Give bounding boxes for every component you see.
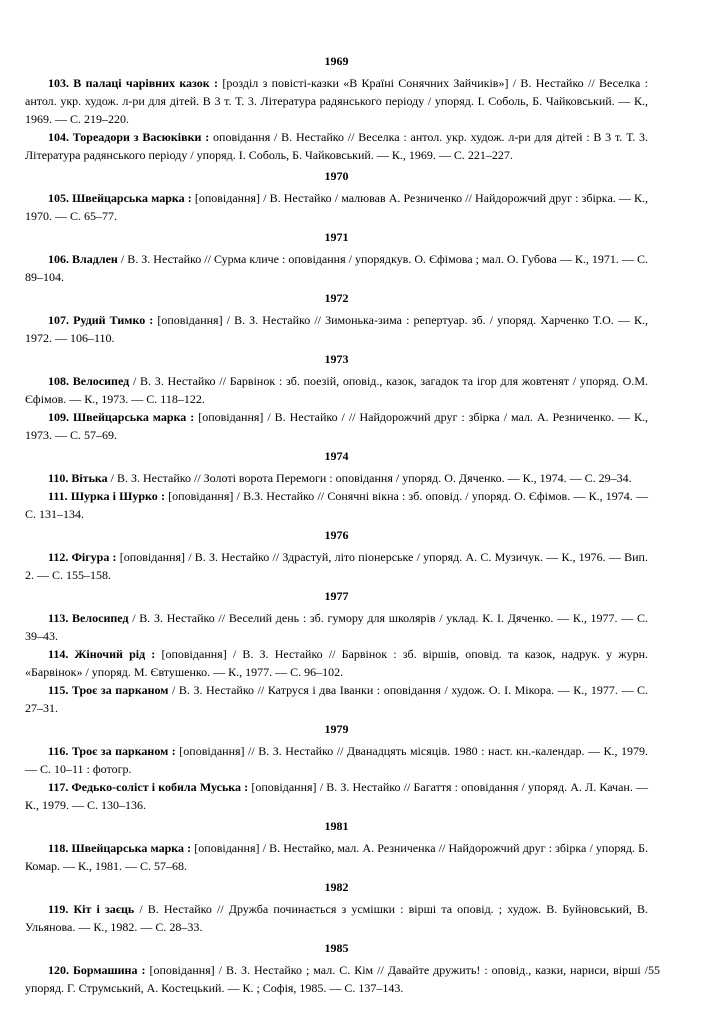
bibliography-entry [25, 408, 648, 444]
entry-title: 120. Бормашина : [48, 963, 146, 977]
entry-details: / В. Нестайко // Дружба починається з усмішки : вірші та оповід. ; худож. В. Буйновський, В. Ульянова. — К., 1982. — С. 28–33. [25, 902, 648, 934]
entry-title: 105. Швейцарська марка : [48, 191, 192, 205]
bibliography-entry [25, 961, 648, 997]
bibliography-entry [25, 128, 648, 164]
entry-title: 112. Фігура : [48, 550, 117, 564]
year-heading: 1973 [324, 352, 349, 366]
entry-title: 119. Кіт і заєць [48, 902, 135, 916]
entry-details: [оповідання] / В.З. Нестайко // Сонячні вікна : зб. оповід. / упоряд. О. Єфімов. — К., 1974. — С. 131–134. [25, 489, 648, 521]
year-heading: 1972 [324, 291, 349, 305]
entry-details: / В. З. Нестайко // Золоті ворота Перемоги : оповідання / упоряд. О. Дяченко. — К., 1974. — С. 29–34. [107, 471, 632, 485]
entry-details: / В. З. Нестайко // Катруся і два Іванки : оповідання / худож. О. І. Мікора. — К., 1977. — С. 27–31. [25, 683, 649, 715]
entry-title: 115. Троє за парканом [48, 683, 169, 697]
page-number: 55 [648, 963, 660, 977]
entry-details: / В. З. Нестайко // Сурма кличе : оповідання / упорядкув. О. Єфімова ; мал. О. Губова — К., 1971. — С. 89–104. [25, 252, 648, 284]
entry-title: 106. Владлен [48, 252, 118, 266]
entry-details: [оповідання] / В. Нестайко / // Найдорожчий друг : збірка / мал. А. Резниченко. — К., 1973. — С. 57–69. [25, 410, 648, 442]
bibliography-entry [25, 645, 648, 681]
year-heading: 1985 [324, 941, 349, 955]
year-heading: 1971 [324, 230, 349, 244]
bibliography-entry [25, 548, 648, 584]
entry-title: 108. Велосипед [48, 374, 130, 388]
entry-title: 113. Велосипед [48, 611, 129, 625]
entry-details: [оповідання] / В. З. Нестайко // Зимонька-зима : репертуар. зб. / упоряд. Харченко Т.О. — К., 1972. — 106–110. [25, 313, 648, 345]
entry-title: 107. Рудий Тимко : [48, 313, 154, 327]
entry-details: [оповідання] / В. Нестайко / малював А. Резниченко // Найдорожчий друг : збірка. — К., 1970. — С. 65–77. [25, 191, 648, 223]
bibliography-entry [25, 487, 648, 523]
bibliography-entry [25, 74, 648, 128]
year-heading: 1974 [324, 449, 349, 463]
entry-title: 114. Жіночий рід : [48, 647, 156, 661]
entry-details: оповідання / В. Нестайко // Веселка : антол. укр. худож. л-ри для дітей : В 3 т. Т. 3. Література радянського періоду / упоряд. І. Соболь, Б. Чайковський. — К., 1969. — С. 221–227. [25, 130, 649, 162]
year-heading: 1981 [324, 819, 349, 833]
bibliography-entry [25, 189, 648, 225]
entry-title: 110. Вітька [48, 471, 108, 485]
bibliography-entry [25, 250, 648, 286]
year-heading: 1977 [324, 589, 349, 603]
year-heading: 1982 [324, 880, 349, 894]
entry-details: [оповідання] / В. З. Нестайко // Барвінок : зб. віршів, оповід. та казок, надрук. у журн. «Барвінок» / упоряд. М. Євтушенко. — К., 1977. — С. 96–102. [25, 647, 648, 679]
entry-details: [оповідання] / В. З. Нестайко ; мал. С. Кім // Давайте дружить! : оповід., казки, нариси, вірші / упоряд. Г. Струмський, А. Костецький. — К. ; Софія, 1985. — С. 137–143. [25, 963, 648, 995]
entry-title: 104. Тореадори з Васюківки : [48, 130, 210, 144]
entry-title: 116. Троє за парканом : [48, 744, 176, 758]
bibliography-entry [25, 609, 648, 645]
entry-details: / В. З. Нестайко // Барвінок : зб. поезій, оповід., казок, загадок та ігор для жовтенят / упоряд. О.М. Єфімов. — К., 1973. — С. 118–122. [25, 374, 648, 406]
entry-title: 103. В палаці чарівних казок : [48, 76, 219, 90]
entry-details: [оповідання] // В. З. Нестайко // Дванадцять місяців. 1980 : наст. кн.-календар. — К., 1979. — С. 10–11 : фотогр. [25, 744, 648, 776]
bibliography-entry [25, 778, 648, 814]
entry-details: [оповідання] / В. З. Нестайко // Здрастуй, літо піонерське / упоряд. А. С. Музичук. — К., 1976. — Вип. 2. — С. 155–158. [25, 550, 648, 582]
entry-title: 109. Швейцарська марка : [48, 410, 195, 424]
entry-details: [оповідання] / В. З. Нестайко // Багаття : оповідання / упоряд. А. Л. Качан. — К., 1979. — С. 130–136. [25, 780, 648, 812]
entry-title: 111. Шурка і Шурко : [48, 489, 165, 503]
bibliography-entry [25, 839, 648, 875]
bibliography-entry [25, 311, 648, 347]
year-heading: 1970 [324, 169, 349, 183]
bibliography-entry [25, 469, 648, 487]
bibliography-entry [25, 900, 648, 936]
entry-title: 118. Швейцарська марка : [48, 841, 192, 855]
bibliography-entry [25, 681, 648, 717]
year-heading: 1979 [324, 722, 349, 736]
entry-title: 117. Федько-соліст і кобила Муська : [48, 780, 249, 794]
entry-details: [оповідання] / В. Нестайко, мал. А. Резниченка // Найдорожчий друг : збірка / упоряд. Б. Комар. — К., 1981. — С. 57–68. [25, 841, 648, 873]
year-heading: 1969 [324, 54, 349, 68]
bibliography-entry [25, 372, 648, 408]
bibliography-entry [25, 742, 648, 778]
entry-details: [розділ з повісті-казки «В Країні Сонячних Зайчиків»] / В. Нестайко // Веселка : антол. укр. худож. л-ри для дітей. В 3 т. Т. 3. Література радянського періоду / упоряд. І. Соболь, Б. Чайковський. — К., 1969. — С. 219–220. [25, 76, 649, 126]
entry-details: / В. З. Нестайко // Веселий день : зб. гумору для школярів / уклад. К. І. Дяченко. — К., 1977. — С. 39–43. [25, 611, 648, 643]
year-heading: 1976 [324, 528, 349, 542]
